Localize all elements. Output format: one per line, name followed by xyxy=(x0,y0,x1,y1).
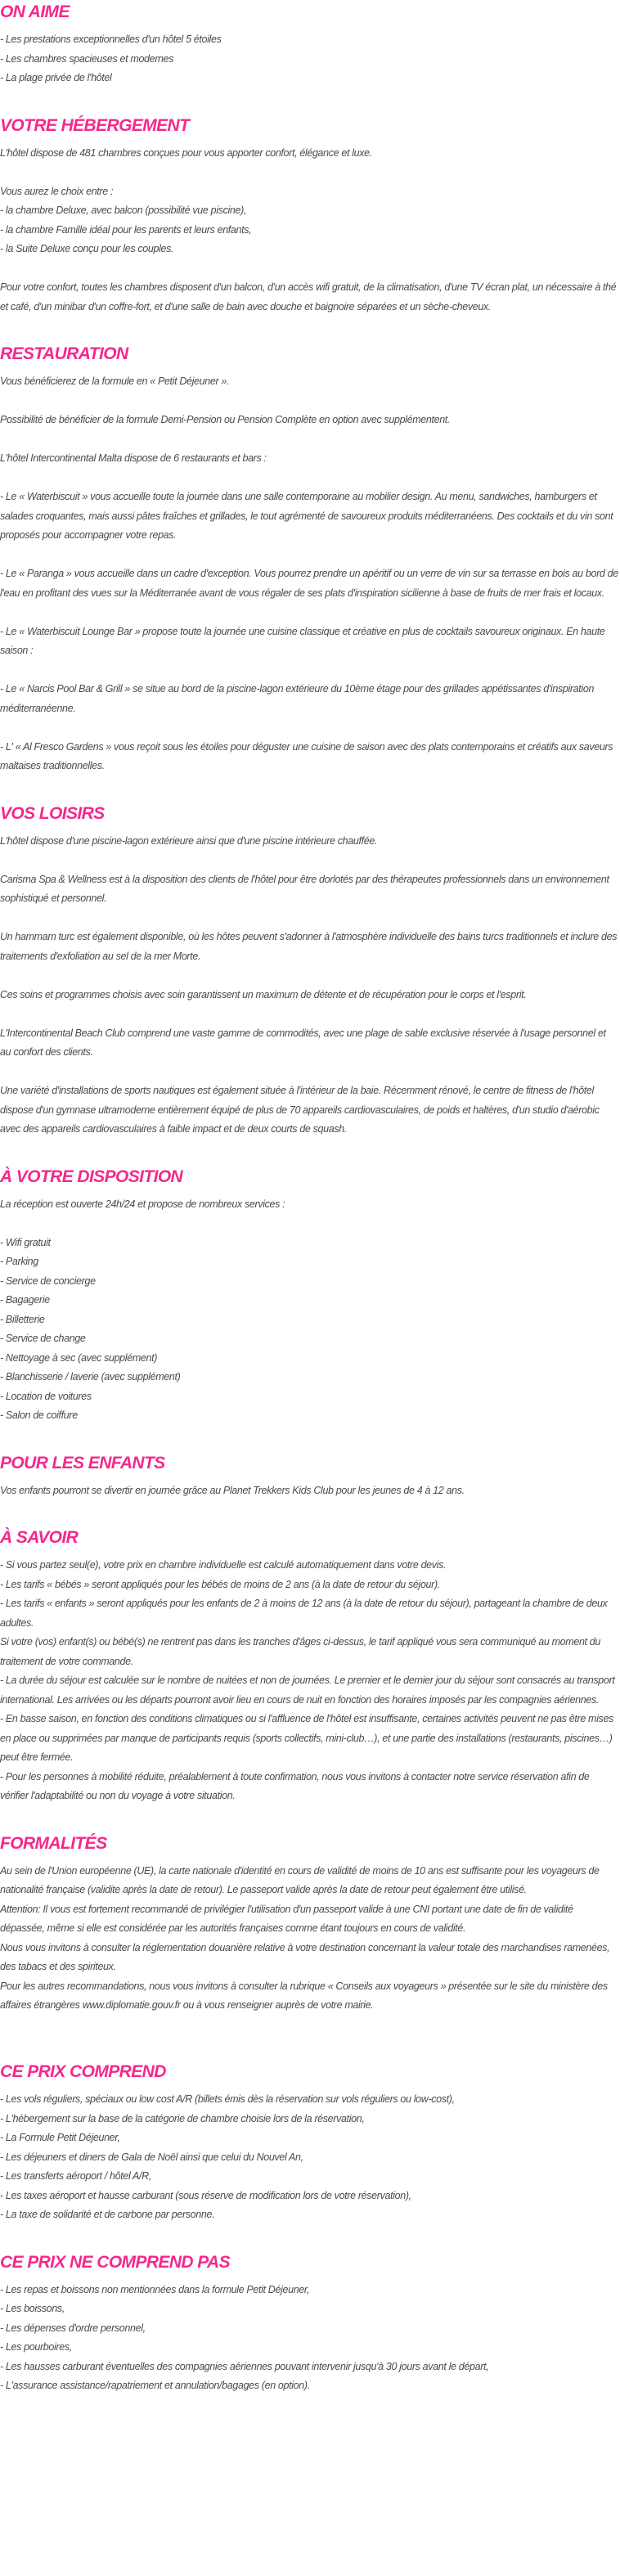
section-enfants xyxy=(0,1452,618,1501)
loisirs-paragraph: L'hôtel dispose d'une piscine-lagon extérieure ainsi que d'une piscine intérieure chauffée. xyxy=(0,834,378,847)
savoir-line: - Si vous partez seul(e), votre prix en chambre individuelle est calculé automatiquement dans votre devis. xyxy=(0,1559,447,1571)
loisirs-paragraph: Une variété d'installations de sports nautiques est également située à l'intérieur de la baie. Récemment rénové, le centre de fitness de l'hôtel dispose d'un gymnase ultramoderne entièrement équipé de plus de 70 appareils cardiovasculaires, de poids et haltères, d'un studio d'aérobic avec des appareils cardiovasculaires à faible impact et de deux courts de squash. xyxy=(0,1085,600,1135)
service-item: - Nettoyage à sec (avec supplément) xyxy=(0,1351,158,1364)
section-savoir xyxy=(0,1526,618,1806)
restaurant-waterbiscuit-lounge: - Le « Waterbiscuit Lounge Bar » propose toute la journée une cuisine classique et créative en plus de cocktails savoureux originaux. En haute saison : xyxy=(0,625,605,656)
disposition-intro: La réception est ouverte 24h/24 et propose de nombreux services : xyxy=(0,1198,285,1210)
excluded-item: - L'assurance assistance/rapatriement et annulation/bagages (en option). xyxy=(0,2380,310,2391)
list-item: - Les chambres spacieuses et modernes xyxy=(0,52,174,65)
formalites-last-before: Pour les autres recommandations, nous vous invitons à consulter la rubrique « Conseils aux voyageurs » présentée sur le site du ministère des affaires étrangères xyxy=(0,1980,608,2011)
section-title-prix-comprend: CE PRIX COMPREND xyxy=(0,2062,166,2081)
included-item: - Les transferts aéroport / hôtel A/R, xyxy=(0,2170,151,2182)
excluded-item: - Les hausses carburant éventuelles des compagnies aériennes pouvant intervenir jusqu'à 30 jours avant le départ, xyxy=(0,2360,489,2372)
formalites-last-after: ou à vous renseigner auprès de votre mairie. xyxy=(180,1999,374,2011)
restaurant-narcis-pool: - Le « Narcis Pool Bar & Grill » se situe au bord de la piscine-lagon extérieure du 10ème étage pour des grillades appétissantes d'inspiration méditerranéenne. xyxy=(0,683,595,714)
loisirs-paragraph: Carisma Spa & Wellness est à la disposition des clients de l'hôtel pour être dorlotés par des thérapeutes professionnels dans un environnement sophistiqué et personnel. xyxy=(0,873,609,904)
service-item: - Location de voitures xyxy=(0,1390,92,1402)
savoir-line: - Les tarifs « bébés » seront appliqués pour les bébés de moins de 2 ans (à la date de retour du séjour). xyxy=(0,1578,440,1590)
restauration-paragraph: Possibilité de bénéficier de la formule Demi-Pension ou Pension Complète en option avec supplémentent. xyxy=(0,414,451,425)
restauration-paragraph: L'hôtel Intercontinental Malta dispose de 6 restaurants et bars : xyxy=(0,452,267,464)
included-item: - La Formule Petit Déjeuner, xyxy=(0,2132,120,2143)
section-title-hebergement: VOTRE HÉBERGEMENT xyxy=(0,115,190,135)
included-item: - Les vols réguliers, spéciaux ou low cost A/R (billets émis dès la réservation sur vols réguliers ou low-cost), xyxy=(0,2093,455,2105)
section-loisirs xyxy=(0,802,618,1140)
section-title-prix-ne-comprend-pas: CE PRIX NE COMPREND PAS xyxy=(0,2252,231,2272)
section-hebergement xyxy=(0,115,618,317)
savoir-line: Si votre (vos) enfant(s) ou bébé(s) ne rentrent pas dans les tranches d'âges ci-dessus, le tarif appliqué vous sera communiqué au moment du traitement de votre commande. xyxy=(0,1636,601,1667)
formalites-line: Attention: Il vous est fortement recommandé de privilégier l'utilisation d'un passeport valide à une CNI portant une date de fin de validité dépassée, même si elle est considérée par les autorités françaises comme étant toujours en cours de validité. xyxy=(0,1903,573,1934)
included-item: - Les déjeuners et diners de Gala de Noël ainsi que celui du Nouvel An, xyxy=(0,2151,303,2163)
savoir-line: - Pour les personnes à mobilité réduite, préalablement à toute confirmation, nous vous invitons à contacter notre service réservation afin de vérifier l'adaptabilité ou non du voyage à votre situation. xyxy=(0,1770,590,1801)
excluded-item: - Les dépenses d'ordre personnel, xyxy=(0,2322,146,2334)
excluded-item: - Les pourboires, xyxy=(0,2341,72,2353)
section-prix-ne-comprend-pas xyxy=(0,2251,618,2396)
included-item: - Les taxes aéroport et hausse carburant (sous réserve de modification lors de votre réservation), xyxy=(0,2189,411,2201)
formalites-line: Au sein de l'Union européenne (UE), la carte nationale d'identité en cours de validité de moins de 10 ans est suffisante pour les voyageurs de nationalité française (validite après la date de retour). Le passeport valide après la date de retour peut également être utilisé. xyxy=(0,1864,600,1895)
list-item: - Les prestations exceptionnelles d'un hôtel 5 étoiles xyxy=(0,34,222,45)
included-item: - La taxe de solidarité et de carbone par personne. xyxy=(0,2209,215,2220)
hebergement-intro: L'hôtel dispose de 481 chambres conçues pour vous apporter confort, élégance et luxe. xyxy=(0,146,372,159)
section-on-aime xyxy=(0,0,618,88)
service-item: - Service de concierge xyxy=(0,1275,96,1287)
loisirs-paragraph: Ces soins et programmes choisis avec soin garantissent un maximum de détente et de récupération pour le corps et l'esprit. xyxy=(0,988,527,1000)
service-item: - Blanchisserie / laverie (avec supplément) xyxy=(0,1371,181,1382)
section-title-restauration: RESTAURATION xyxy=(0,344,128,363)
enfants-text: Vos enfants pourront se divertir en journée grâce au Planet Trekkers Kids Club pour les jeunes de 4 à 12 ans. xyxy=(0,1484,465,1496)
savoir-line: - Les tarifs « enfants » seront appliqués pour les enfants de 2 à moins de 12 ans (à la date de retour du séjour), partageant la chambre de deux adultes. xyxy=(0,1598,608,1629)
service-item: - Bagagerie xyxy=(0,1294,50,1306)
restaurant-waterbiscuit: - Le « Waterbiscuit » vous accueille toute la journée dans une salle contemporaine au mobilier design. Au menu, sandwiches, hamburgers et salades croquantes, mais aussi pâtes fraîches et grillades, le tout agrémenté de savoureux produits méditerranéens. Des cocktails et du vin sont proposés pour accompagner votre repas. xyxy=(0,491,613,541)
section-title-savoir: À SAVOIR xyxy=(0,1528,79,1547)
section-prix-comprend xyxy=(0,2061,618,2225)
diplomatie-link[interactable]: www.diplomatie.gouv.fr xyxy=(82,1999,181,2011)
savoir-line: - En basse saison, en fonction des conditions climatiques ou si l'affluence de l'hôtel est insuffisante, certaines activités peuvent ne pas être mises en place ou supprimées par manque de participants requis (sports collectifs, mini-club…), et une partie des installations (restaurants, piscines…) peut être fermée. xyxy=(0,1713,613,1763)
restaurant-al-fresco: - L' « Al Fresco Gardens » vous reçoit sous les étoiles pour déguster une cuisine de saison avec des plats contemporains et créatifs aux saveurs maltaises traditionnelles. xyxy=(0,740,613,771)
savoir-line: - La durée du séjour est calculée sur le nombre de nuitées et non de journées. Le premier et le dernier jour du séjour sont consacrés au transport international. Les arrivées ou les départs pourront avoir lieu en cours de nuit en fonction des horaires imposés par les compagnies aériennes. xyxy=(0,1675,615,1706)
formalites-line: Nous vous invitons à consulter la réglementation douanière relative à votre destination concernant la valeur totale des marchandises ramenées, des tabacs et des spiriteux. xyxy=(0,1941,610,1972)
section-title-formalites: FORMALITÉS xyxy=(0,1833,107,1853)
list-item: - la Suite Deluxe conçu pour les couples. xyxy=(0,243,174,254)
service-item: - Billetterie xyxy=(0,1313,45,1325)
loisirs-paragraph: Un hammam turc est également disponible, où les hôtes peuvent s'adonner à l'atmosphère individuelle des bains turcs traditionnels et inclure des traitements d'exfoliation au sel de la mer Morte. xyxy=(0,931,618,962)
service-item: - Service de change xyxy=(0,1333,86,1344)
loisirs-paragraph: L'Intercontinental Beach Club comprend une vaste gamme de commodités, avec une plage de sable exclusive réservée à l'usage personnel et au confort des clients. xyxy=(0,1027,606,1058)
hebergement-comfort: Pour votre confort, toutes les chambres disposent d'un balcon, d'un accès wifi gratuit, de la climatisation, d'une TV écran plat, un nécessaire à thé et café, d'un minibar d'un coffre-fort, et d'une salle de bain avec douche et baignoire séparées et un sèche-cheveux. xyxy=(0,281,617,312)
service-item: - Parking xyxy=(0,1256,38,1267)
section-title-loisirs: VOS LOISIRS xyxy=(0,803,105,823)
restaurant-paranga: - Le « Paranga » vous accueille dans un cadre d'exception. Vous pourrez prendre un apéritif ou un verre de vin sur sa terrasse en bois au bord de l'eau en profitant des vues sur la Méditerranée avant de vous régaler de ses plats d'inspiration sicilienne à base de fruits de mer frais et locaux. xyxy=(0,568,618,599)
list-item: - La plage privée de l'hôtel xyxy=(0,72,112,83)
excluded-item: - Les repas et boissons non mentionnées dans la formule Petit Déjeuner, xyxy=(0,2283,310,2295)
hebergement-choice-label: Vous aurez le choix entre : xyxy=(0,185,114,197)
section-restauration xyxy=(0,343,618,776)
formalites-line xyxy=(0,1977,618,2016)
service-item: - Wifi gratuit xyxy=(0,1236,51,1248)
section-title-disposition: À VOTRE DISPOSITION xyxy=(0,1167,183,1186)
restauration-paragraph: Vous bénéficierez de la formule en « Petit Déjeuner ». xyxy=(0,375,230,387)
service-item: - Salon de coiffure xyxy=(0,1409,78,1421)
section-disposition xyxy=(0,1166,618,1426)
section-title-enfants: POUR LES ENFANTS xyxy=(0,1453,165,1472)
list-item: - la chambre Deluxe, avec balcon (possibilité vue piscine), xyxy=(0,205,247,216)
section-formalites xyxy=(0,1832,618,2035)
section-title-on-aime: ON AIME xyxy=(0,2,70,21)
excluded-item: - Les boissons, xyxy=(0,2303,65,2314)
included-item: - L'hébergement sur la base de la catégorie de chambre choisie lors de la réservation, xyxy=(0,2112,365,2124)
list-item: - la chambre Famille idéal pour les parents et leurs enfants, xyxy=(0,223,252,236)
